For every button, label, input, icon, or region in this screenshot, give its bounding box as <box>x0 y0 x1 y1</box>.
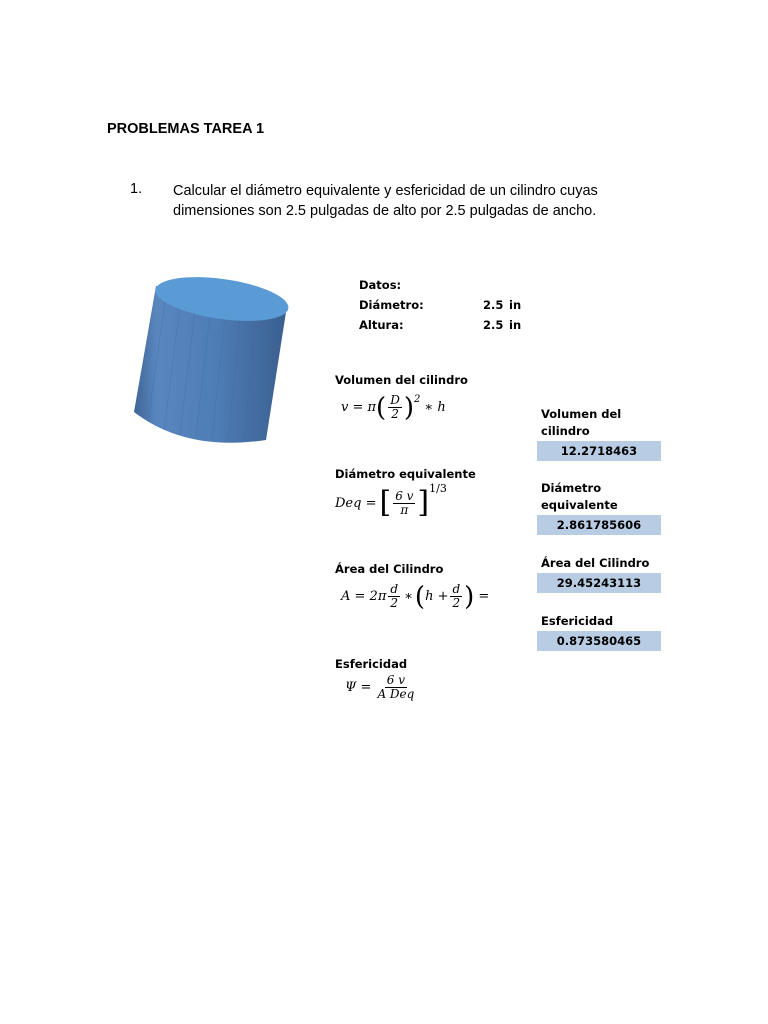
paren-close: ) <box>403 392 414 423</box>
datos-altura-value: 2.5 <box>483 318 504 332</box>
paren-open: ( <box>414 581 426 612</box>
datos-altura-unit: in <box>509 318 522 332</box>
volumen-formula-tail: ∗ h <box>424 400 446 415</box>
problem-number: 1. <box>130 181 143 197</box>
deq-formula <box>335 482 447 520</box>
result-value-diametro: 2.861785606 <box>537 515 661 535</box>
volumen-formula-lhs: v = π <box>341 400 377 415</box>
result-label-esfericidad: Esfericidad <box>541 614 614 628</box>
result-value-esfericidad: 0.873580465 <box>537 631 661 651</box>
esfericidad-fraction <box>375 674 416 701</box>
area-formula-h: h + <box>425 589 449 604</box>
esfericidad-fraction-den: A Deq <box>377 687 415 701</box>
result-label-area: Área del Cilindro <box>541 556 650 570</box>
deq-fraction-den: π <box>400 502 409 517</box>
area-fraction-1 <box>388 583 400 610</box>
area-formula-mult: ∗ <box>404 589 413 604</box>
datos-diametro-label: Diámetro: <box>359 298 424 312</box>
volumen-fraction <box>388 394 402 421</box>
result-value-volumen: 12.2718463 <box>537 441 661 461</box>
result-value-area: 29.45243113 <box>537 573 661 593</box>
deq-exponent-den: 3 <box>439 482 447 495</box>
bracket-open: [ <box>379 485 392 520</box>
datos-altura-label: Altura: <box>359 318 404 332</box>
bracket-close: ] <box>417 485 430 520</box>
deq-fraction-num: 6 v <box>395 488 414 503</box>
volumen-fraction-num: D <box>390 393 400 407</box>
area-fraction-1-num: d <box>390 582 399 596</box>
volumen-formula <box>341 394 446 421</box>
page-title: PROBLEMAS TAREA 1 <box>107 121 265 137</box>
problem-text: Calcular el diámetro equivalente y esfericidad de un cilindro cuyas dimensiones son 2.5 pulgadas de alto por 2.5 pulgadas de ancho. <box>173 183 598 219</box>
area-formula-lhs: A = 2π <box>341 589 387 604</box>
area-fraction-2-num: d <box>452 582 461 596</box>
area-heading: Área del Cilindro <box>335 562 444 576</box>
result-label-volumen: Volumen del cilindro <box>541 407 622 438</box>
area-fraction-1-den: 2 <box>390 596 399 610</box>
esfericidad-formula-lhs: Ψ = <box>345 680 372 695</box>
volumen-exponent: 2 <box>413 394 421 405</box>
deq-exponent: 1/3 <box>429 482 447 495</box>
paren-close: ) <box>464 581 475 612</box>
area-fraction-2 <box>450 583 462 610</box>
volumen-heading: Volumen del cilindro <box>335 373 468 387</box>
datos-diametro-unit: in <box>509 298 522 312</box>
diametro-heading: Diámetro equivalente <box>335 467 476 481</box>
esfericidad-fraction-num: 6 v <box>386 673 405 687</box>
datos-diametro-value: 2.5 <box>483 298 504 312</box>
deq-exponent-num: 1 <box>429 482 437 495</box>
result-label-diametro: Diámetro equivalente <box>541 481 618 512</box>
paren-open: ( <box>376 392 387 423</box>
deq-formula-lhs: Deq = <box>335 495 377 511</box>
area-formula <box>341 583 489 610</box>
esfericidad-heading: Esfericidad <box>335 657 408 671</box>
esfericidad-formula <box>345 674 418 701</box>
volumen-fraction-den: 2 <box>391 407 399 421</box>
area-formula-eq: = <box>478 589 490 604</box>
deq-fraction <box>393 490 415 517</box>
cylinder-3d-image <box>126 272 296 452</box>
area-fraction-2-den: 2 <box>452 596 461 610</box>
datos-heading: Datos: <box>359 278 402 292</box>
